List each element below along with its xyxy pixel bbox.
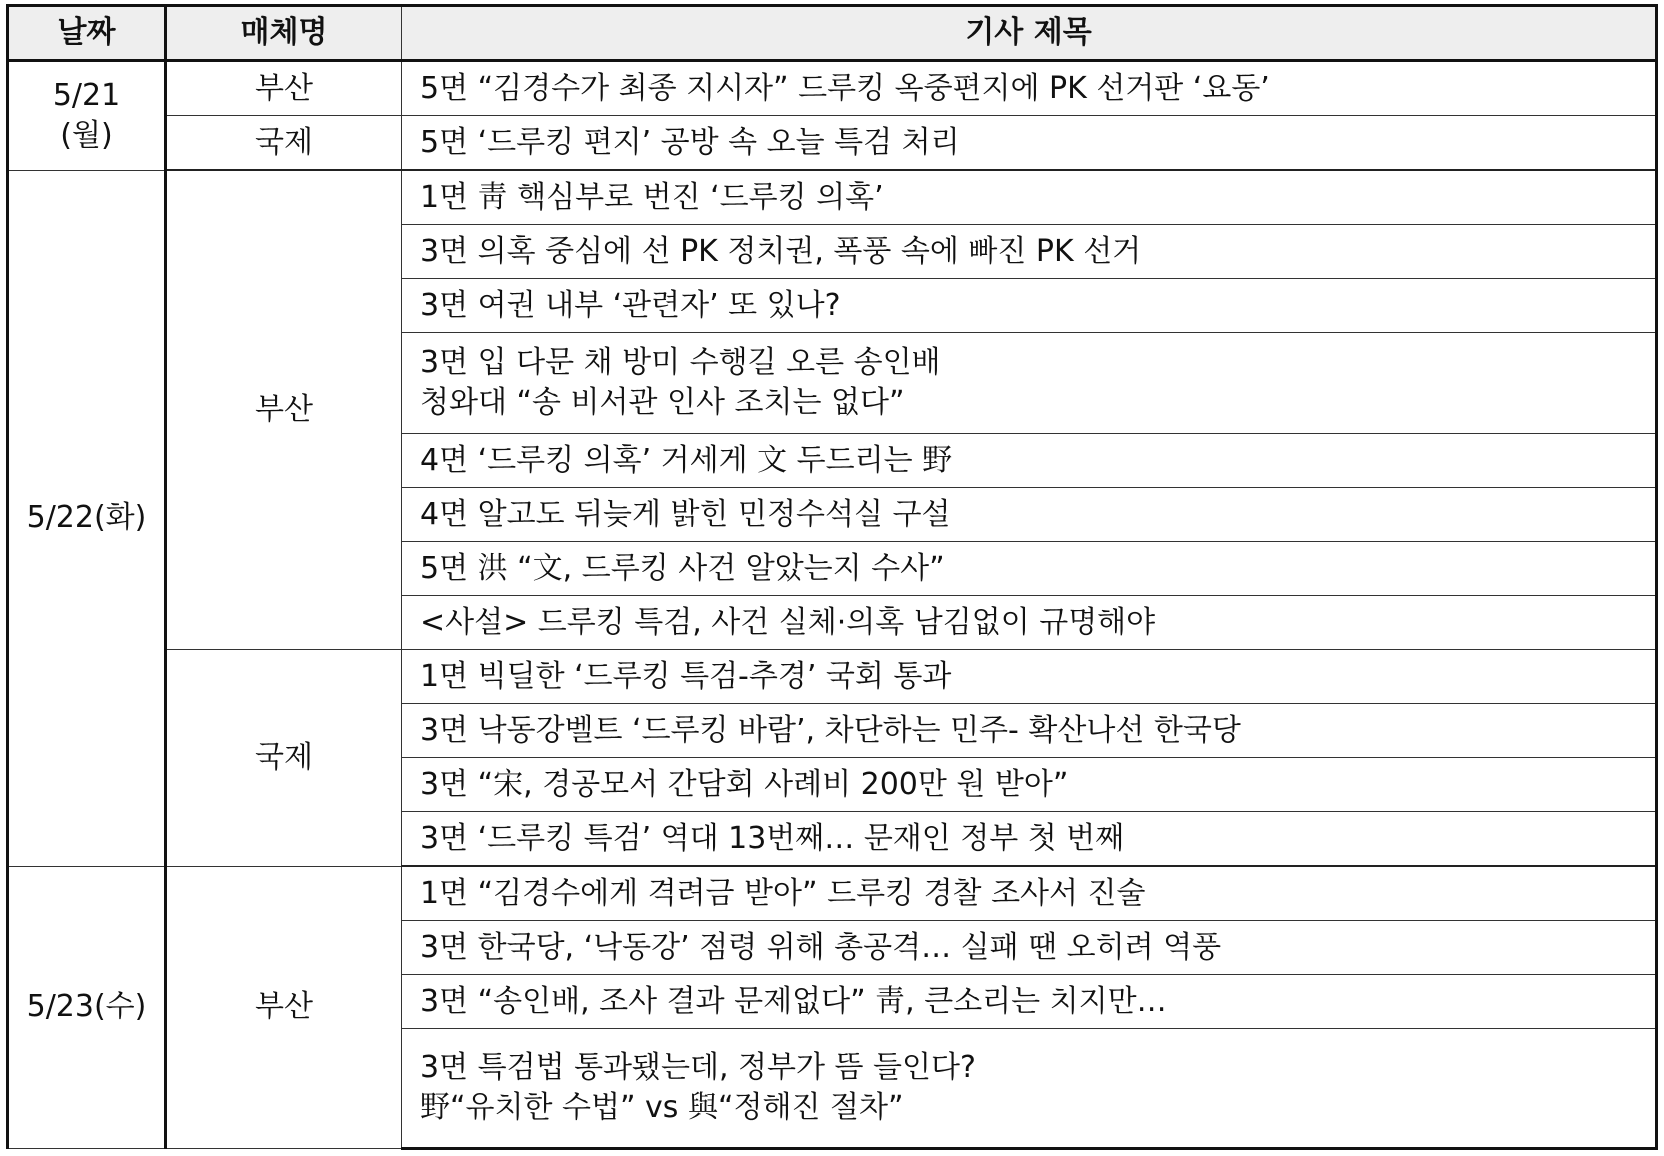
article-title	[402, 333, 1657, 434]
header-date: 날짜	[8, 6, 166, 61]
table-row	[8, 61, 1657, 116]
media-cell: 국제	[166, 116, 402, 171]
article-table	[6, 4, 1658, 1150]
table-row	[8, 116, 1657, 171]
media-cell: 부산	[166, 61, 402, 116]
table-row	[8, 866, 1657, 921]
article-title-line: 3면 특검법 통과됐는데, 정부가 뜸 들인다?	[420, 1050, 976, 1085]
date-cell	[8, 61, 166, 171]
header-title: 기사 제목	[402, 6, 1657, 61]
article-title: 4면 알고도 뒤늦게 밝힌 민정수석실 구설	[402, 488, 1657, 542]
article-title: <사설> 드루킹 특검, 사건 실체·의혹 남김없이 규명해야	[402, 596, 1657, 650]
article-title-line: 3면 입 다문 채 방미 수행길 오른 송인배	[420, 345, 941, 380]
article-title-line: 野“유치한 수법” vs 與“정해진 절차”	[420, 1090, 904, 1125]
article-title: 4면 ‘드루킹 의혹’ 거세게 文 두드리는 野	[402, 434, 1657, 488]
article-title: 5면 ‘드루킹 편지’ 공방 속 오늘 특검 처리	[402, 116, 1657, 171]
article-title: 3면 한국당, ‘낙동강’ 점령 위해 총공격… 실패 땐 오히려 역풍	[402, 921, 1657, 975]
article-title: 3면 의혹 중심에 선 PK 정치권, 폭풍 속에 빠진 PK 선거	[402, 225, 1657, 279]
article-title: 1면 빅딜한 ‘드루킹 특검-추경’ 국회 통과	[402, 650, 1657, 704]
article-title: 3면 여권 내부 ‘관련자’ 또 있나?	[402, 279, 1657, 333]
date-cell: 5/22(화)	[8, 170, 166, 866]
article-title: 1면 靑 핵심부로 번진 ‘드루킹 의혹’	[402, 170, 1657, 225]
table-row	[8, 650, 1657, 704]
article-title: 3면 ‘드루킹 특검’ 역대 13번째… 문재인 정부 첫 번째	[402, 812, 1657, 867]
article-title	[402, 1029, 1657, 1149]
article-title: 3면 “宋, 경공모서 간담회 사례비 200만 원 받아”	[402, 758, 1657, 812]
article-title: 1면 “김경수에게 격려금 받아” 드루킹 경찰 조사서 진술	[402, 866, 1657, 921]
article-title: 5면 洪 “文, 드루킹 사건 알았는지 수사”	[402, 542, 1657, 596]
media-cell: 부산	[166, 170, 402, 650]
header-media: 매체명	[166, 6, 402, 61]
article-title: 3면 낙동강벨트 ‘드루킹 바람’, 차단하는 민주- 확산나선 한국당	[402, 704, 1657, 758]
article-title: 5면 “김경수가 최종 지시자” 드루킹 옥중편지에 PK 선거판 ‘요동’	[402, 61, 1657, 116]
table-row	[8, 170, 1657, 225]
date-cell: 5/23(수)	[8, 866, 166, 1149]
media-cell: 부산	[166, 866, 402, 1149]
article-title: 3면 “송인배, 조사 결과 문제없다” 靑, 큰소리는 치지만…	[402, 975, 1657, 1029]
header-row	[8, 6, 1657, 61]
article-title-line: 청와대 “송 비서관 인사 조치는 없다”	[420, 385, 905, 420]
media-cell: 국제	[166, 650, 402, 867]
weekday-label: (월)	[60, 117, 113, 153]
date-label: 5/21	[52, 77, 121, 113]
